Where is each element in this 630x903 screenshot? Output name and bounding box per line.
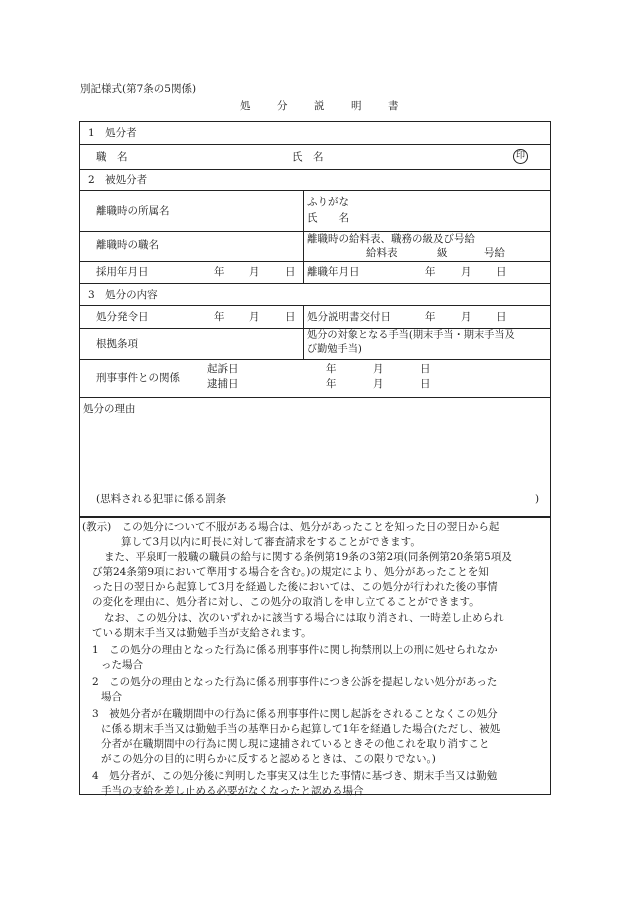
saiyo-month: 月 [249,266,260,278]
col-divider [303,190,304,283]
note-p2a: また、平泉町一般職の職員の給与に関する条例第19条の3第2項(同条例第20条第5項及 [104,551,512,563]
rishoku-day: 日 [496,266,507,278]
note-item3c: 分者が在職期間中の行為に関し現に逮捕されているときその他これを取り消すこと [101,738,490,750]
teate-line2: び勤勉手当) [307,344,362,355]
hanzai-close: ) [535,493,540,505]
keiji-label: 刑事事件との関係 [96,372,180,384]
note-item1b: った場合 [101,659,143,671]
note-p2b: び第24条第9項において準用する場合を含む。)の規定により、処分があったことを知 [92,566,489,578]
note-item1a: 1 この処分の理由となった行為に係る刑事事件に関し拘禁刑以上の刑に処せられなか [92,644,498,656]
section1-heading: 1 処分者 [88,127,137,139]
taiho-year: 年 [326,378,337,390]
taiho-month: 月 [373,378,384,390]
note-p2c: った日の翌日から起算して3月を経過した後においては、この処分が行われた後の事情 [92,581,498,593]
kiso-label: 起訴日 [207,363,239,375]
row-divider [79,190,551,191]
note-item4b: 手当の支給を差し止める必要がなくなったと認める場合 [101,785,364,797]
shozoku-label: 離職時の所属名 [96,205,170,217]
teate-line1: 処分の対象となる手当(期末手当・期末手当及 [307,330,515,341]
furigana-label: ふりがな [307,196,349,208]
note-item4a: 4 処分者が、この処分後に判明した事実又は生じた事情に基づき、期末手当又は勤勉 [92,770,498,782]
note-item2b: 場合 [101,691,122,703]
note-p1b: 算して3月以内に町長に対して審査請求をすることができます。 [121,536,421,548]
kiso-month: 月 [373,363,384,375]
note-p1a: (教示) この処分について不服がある場合は、処分があったことを知った日の翌日から起 [82,521,500,533]
reason-heading: 処分の理由 [83,403,136,415]
kofu-month: 月 [461,311,472,323]
row-divider [79,231,551,232]
saiyo-year: 年 [214,266,225,278]
kofu-label: 処分説明書交付日 [307,311,391,323]
col-divider [303,305,304,359]
seal-mark [513,149,528,164]
kiso-day: 日 [420,363,431,375]
page-title: 処 分 説 明 書 [240,100,407,112]
row-divider [79,261,551,262]
rishoku-month: 月 [461,266,472,278]
shimei-label: 氏 名 [292,151,324,163]
gokyu-label: 号給 [484,247,505,259]
shokumei-label: 職 名 [96,151,128,163]
section3-heading: 3 処分の内容 [88,289,158,301]
taiho-day: 日 [420,378,431,390]
row-divider [79,283,551,284]
row-divider [79,305,551,306]
hi-shimei-label: 氏 名 [307,212,349,224]
hatsurei-label: 処分発令日 [96,311,149,323]
row-divider [79,359,551,360]
note-item2a: 2 この処分の理由となった行為に係る刑事事件につき公訴を提起しない処分があった [92,676,498,688]
note-p3a: なお、この処分は、次のいずれかに該当する場合には取り消され、一時差し止められ [104,612,504,624]
section2-heading: 2 被処分者 [88,174,148,186]
konkyo-label: 根拠条項 [96,338,138,350]
note-item3a: 3 被処分者が在職期間中の行為に係る刑事事件に関し起訴をされることなくこの処分 [92,708,498,720]
saiyo-label: 採用年月日 [96,266,149,278]
row-divider [79,397,551,398]
hatsurei-day: 日 [285,311,296,323]
rishoku-year: 年 [425,266,436,278]
saiyo-day: 日 [285,266,296,278]
row-divider [79,328,551,329]
hatsurei-year: 年 [214,311,225,323]
note-p3b: ている期末手当又は勤勉手当が支給されます。 [92,627,312,639]
note-item3b: に係る期末手当又は勤勉手当の基準日から起算して1年を経過した場合(ただし、被処 [101,723,501,735]
kofu-year: 年 [425,311,436,323]
hanzai-label: (思料される犯罪に係る罰条 [96,493,227,505]
taiho-label: 逮捕日 [207,378,239,390]
kyu-label: 級 [437,247,448,259]
note-item3d: がこの処分の目的に明らかに反すると認めるときは、この限りでない。) [101,753,436,765]
form-label: 別記様式(第7条の5関係) [80,83,197,95]
kofu-day: 日 [496,311,507,323]
seal-text: 印 [515,151,525,161]
shokumei2-label: 離職時の職名 [96,239,159,251]
kyuryohyo-label: 給料表 [366,247,398,259]
rishoku-label: 離職年月日 [307,266,360,278]
hatsurei-month: 月 [249,311,260,323]
note-p2d: の変化を理由に、処分者に対し、この処分の取消しを申し立てることができます。 [92,596,480,608]
kiso-year: 年 [326,363,337,375]
row-divider [79,144,551,145]
row-divider [79,169,551,170]
kyuryo-label: 離職時の給料表、職務の級及び号給 [307,233,475,245]
